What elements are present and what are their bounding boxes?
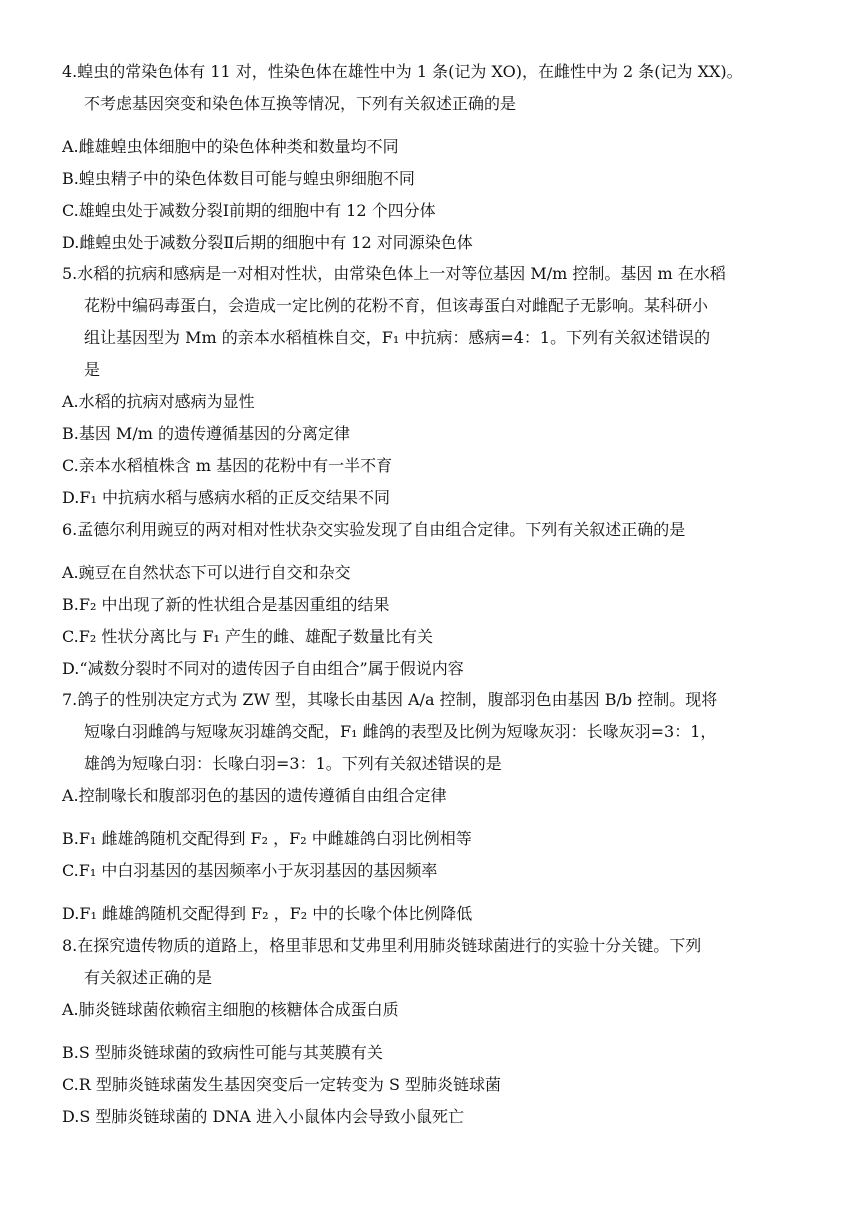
- question-4-option-a: A.雌雄蝗虫体细胞中的染色体种类和数量均不同: [62, 137, 399, 156]
- question-5-stem-line-2: 花粉中编码毒蛋白，会造成一定比例的花粉不育，但该毒蛋白对雌配子无影响。某科研小: [84, 296, 709, 315]
- question-5-option-c: C.亲本水稻植株含 m 基因的花粉中有一半不育: [62, 456, 393, 475]
- question-6-stem-line-1: 6.孟德尔利用豌豆的两对相对性状杂交实验发现了自由组合定律。下列有关叙述正确的是: [62, 520, 686, 539]
- question-6-option-b: B.F₂ 中出现了新的性状组合是基因重组的结果: [62, 595, 390, 614]
- question-4-option-c: C.雄蝗虫处于减数分裂Ⅰ前期的细胞中有 12 个四分体: [62, 201, 436, 220]
- question-8-stem-line-1: 8.在探究遗传物质的道路上，格里菲思和艾弗里利用肺炎链球菌进行的实验十分关键。下列: [62, 936, 702, 955]
- question-8-option-b: B.S 型肺炎链球菌的致病性可能与其荚膜有关: [62, 1043, 383, 1062]
- question-7-stem-line-3: 雄鸽为短喙白羽：长喙白羽=3：1。下列有关叙述错误的是: [84, 754, 502, 773]
- question-8-option-c: C.R 型肺炎链球菌发生基因突变后一定转变为 S 型肺炎链球菌: [62, 1075, 502, 1094]
- question-8-option-d: D.S 型肺炎链球菌的 DNA 进入小鼠体内会导致小鼠死亡: [62, 1107, 464, 1126]
- question-6-option-a: A.豌豆在自然状态下可以进行自交和杂交: [62, 563, 351, 582]
- question-4-option-d: D.雌蝗虫处于减数分裂Ⅱ后期的细胞中有 12 对同源染色体: [62, 233, 473, 252]
- question-7-option-c: C.F₁ 中白羽基因的基因频率小于灰羽基因的基因频率: [62, 861, 438, 880]
- question-7-stem-line-2: 短喙白羽雌鸽与短喙灰羽雄鸽交配，F₁ 雌鸽的表型及比例为短喙灰羽：长喙灰羽=3：1，: [84, 722, 717, 741]
- question-5-option-b: B.基因 M/m 的遗传遵循基因的分离定律: [62, 424, 350, 443]
- question-5-option-d: D.F₁ 中抗病水稻与感病水稻的正反交结果不同: [62, 488, 390, 507]
- question-4-stem-line-1: 4.蝗虫的常染色体有 11 对，性染色体在雄性中为 1 条(记为 XO)，在雌性中为 2 条(记为 XX)。: [62, 62, 743, 81]
- question-5-stem-line-3: 组让基因型为 Mm 的亲本水稻植株自交，F₁ 中抗病：感病=4：1。下列有关叙述错误的: [84, 328, 711, 347]
- question-4-option-b: B.蝗虫精子中的染色体数目可能与蝗虫卵细胞不同: [62, 169, 415, 188]
- question-5-option-a: A.水稻的抗病对感病为显性: [62, 392, 255, 411]
- question-7-option-d: D.F₁ 雌雄鸽随机交配得到 F₂ ，F₂ 中的长喙个体比例降低: [62, 904, 473, 923]
- question-5-stem-line-4: 是: [84, 360, 101, 379]
- question-8-option-a: A.肺炎链球菌依赖宿主细胞的核糖体合成蛋白质: [62, 1000, 399, 1019]
- question-8-stem-line-2: 有关叙述正确的是: [84, 968, 213, 987]
- question-7-option-a: A.控制喙长和腹部羽色的基因的遗传遵循自由组合定律: [62, 786, 447, 805]
- question-7-option-b: B.F₁ 雌雄鸽随机交配得到 F₂ ，F₂ 中雌雄鸽白羽比例相等: [62, 829, 472, 848]
- question-6-option-d: D.“减数分裂时不同对的遗传因子自由组合”属于假说内容: [62, 659, 464, 678]
- question-6-option-c: C.F₂ 性状分离比与 F₁ 产生的雌、雄配子数量比有关: [62, 627, 434, 646]
- question-7-stem-line-1: 7.鸽子的性别决定方式为 ZW 型，其喙长由基因 A/a 控制，腹部羽色由基因 B/b 控制。现将: [62, 690, 718, 709]
- question-4-stem-line-2: 不考虑基因突变和染色体互换等情况，下列有关叙述正确的是: [84, 94, 517, 113]
- question-5-stem-line-1: 5.水稻的抗病和感病是一对相对性状，由常染色体上一对等位基因 M/m 控制。基因 m 在水稻: [62, 264, 726, 283]
